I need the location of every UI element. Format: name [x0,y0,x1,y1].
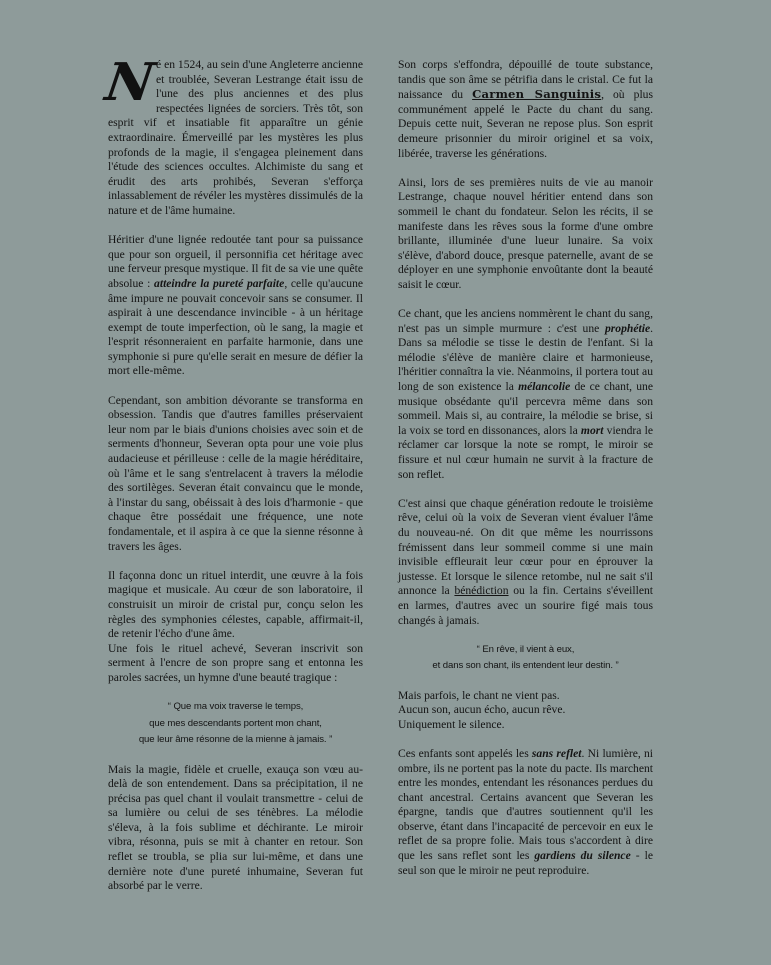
emphasis: atteindre la pureté parfaite [154,276,285,290]
verse-line: “ Que ma voix traverse le temps, [167,701,304,713]
verse-line: que mes descendants portent mon chant, [149,717,322,729]
carmen-sanguinis-title: Carmen Sanguinis [472,87,602,102]
line: Aucun son, aucun écho, aucun rêve. [398,703,566,717]
emphasis: sans reflet [531,746,582,760]
drop-cap: N [101,52,158,113]
paragraph-prophecy: Ce chant, que les anciens nommèrent le chant du sang, n'est pas un simple murmure : c'est une prophétie. Dans sa mélodie se tisse le destin de l'enfant. Si la mélodie s'élève de manière claire et harmonieuse, l'héritier connaîtra la vie. Néanmoins, il portera tout au long de son existence la mélancolie de ce chant, une musique obsédante qu'il percevra même dans son sommeil. Mais si, au contraire, la mélodie se brise, si la voix se tord en dissonances, alors la mort viendra le réclamer car lorsque la note se rompt, le miroir se fissure et nul cœur humain ne survit à la fracture de son reflet. [398,307,653,481]
paragraph-pact: Son corps s'effondra, dépouillé de toute substance, tandis que son âme se pétrifia dans le cristal. Ce fut la naissance du Carmen Sanguinis, où plus communément appelé le Pacte du chant du sang. Depuis cette nuit, Severan ne repose plus. Son esprit demeure prisonnier du miroir originel et sa voix, libérée, traverse les générations. [398,58,653,160]
verse-line: “ En rêve, il vient à eux, [476,643,575,655]
emphasis: mort [580,423,604,437]
line: Uniquement le silence. [398,717,505,731]
paragraph-absorbed: Mais la magie, fidèle et cruelle, exauça son vœu au-delà de son entendement. Dans sa précipitation, il ne précisa pas quel chant il voulait transmettre - celui de sa lumière ou celui de ses ténèbres. La mélodie s'éleva, à la fois sublime et déchirante. Le miroir vibra, résonna, puis se mit à chanter en retour. Son reflet se troubla, se plia sur lui-même, et dans une dernière note d'une pureté inhumaine, Severan fut absorbé par le verre. [108,762,363,893]
paragraph-ambition: Cependant, son ambition dévorante se transforma en obsession. Tandis que d'autres familles préservaient leur nom par le biais d'unions choisies avec soin et de serments d'honneur, Severan opta pour une voie plus audacieuse et périlleuse : celle de la magie héréditaire, où l'âme et le sang s'entrelacent à travers la mélodie des sortilèges. Severan était convaincu que le monde, à l'instar du sang, obéissait à des lois d'harmonie - que chaque être possédait une fréquence, une note fondamentale, et il aspira à ce que la sienne résonne à travers les âges. [108,393,363,553]
verse-line: et dans son chant, ils entendent leur destin. ” [432,660,619,672]
emphasis: prophétie [605,321,651,335]
emphasis: gardiens du silence [534,849,631,863]
emphasis: mélancolie [518,380,571,394]
verse-line: que leur âme résonne de la mienne à jamais. ” [138,734,333,746]
paragraph-oath: Une fois le rituel achevé, Severan inscrivit son serment à l'encre de son propre sang et entonna les paroles sacrées, un hymne d'une beauté tragique : [108,641,363,684]
paragraph-sans-reflet: Ces enfants sont appelés les sans reflet. Ni lumière, ni ombre, ils ne portent pas la note du pacte. Ils marchent entre les mondes, entendant les résonances perdues du chant ancestral. Certains avancent que Severan les épargne, tandis que d'autres soutiennent qu'il les observe, étant dans l'incapacité de percevoir en eux le reflet de sa propre folie. Mais tous s'accordent à dire que les sans reflet sont les gardiens du silence - le seul son que le miroir ne peut reproduire. [398,746,653,877]
verse-quote [398,643,653,674]
silence-lines [398,689,653,733]
paragraph-intro [101,52,363,219]
paragraph-first-nights: Ainsi, lors de ses premières nuits de vie au manoir Lestrange, chaque nouvel héritier entend dans son sommeil le chant du fondateur. Selon les récits, il se manifeste dans les rêves sous la forme d'une ombre brillante, illuminée d'une lueur lunaire. Sa voix s'élève, d'abord douce, presque paternelle, avant de se déployer en une symphonie envoûtante dont la beauté saisit le cœur. [398,175,653,291]
paragraph-heritage: Héritier d'une lignée redoutée tant pour sa puissance que pour son orgueil, il personnifia cet héritage avec une ferveur presque mystique. Il fit de sa vie une quête absolue : atteindre la pureté parfaite, celle qu'aucune âme impure ne pouvait concevoir sans se consumer. Il aspirait à une descendance invincible - à un héritage exempt de toute imperfection, où le sang, la magie et l'esprit résonneraient en parfaite harmonie, dans une symphonie si pure qu'elle serait en mesure de défier la mort elle-même. [108,233,364,378]
paragraph-text: é en 1524, au sein d'une Angleterre ancienne et troublée, Severan Lestrange était issu de l'une des plus anciennes et des plus respectées lignées de sorciers. Très tôt, son esprit vif et insatiable fit apparaître un génie extraordinaire. Émerveillé par les mystères les plus profonds de la magie, il s'engagea pleinement dans l'étude des sciences occultes. Alchimiste du sang et érudit des arts prohibés, Severan s'efforça inlassablement de révéler les mystères dissimulés de la nature et de l'âme humaine. [108,58,363,217]
paragraph-ritual: Il façonna donc un rituel interdit, une œuvre à la fois magique et musicale. Au cœur de son laboratoire, il construisit un miroir de cristal pur, conçu selon les règles des symphonies célestes, capable, affirmait-il, de retenir l'écho d'une âme. [108,568,363,641]
left-column [101,52,364,908]
verse-quote [108,700,363,748]
right-column [398,58,653,893]
line: Mais parfois, le chant ne vient pas. [398,688,560,702]
underlined-word: bénédiction [454,584,509,598]
paragraph-third-dream: C'est ainsi que chaque génération redoute le troisième rêve, celui où la voix de Severan vient évaluer l'âme du nouveau-né. On dit que même les nourrissons frémissent dans leur sommeil comme si une main invisible effleurait leur cœur pour en éprouver la justesse. Et lorsque le silence retombe, nul ne sait s'il annonce la bénédiction ou la fin. Certains s'éveillent en larmes, d'autres avec un sourire figé mais tous changés à jamais. [398,496,653,627]
